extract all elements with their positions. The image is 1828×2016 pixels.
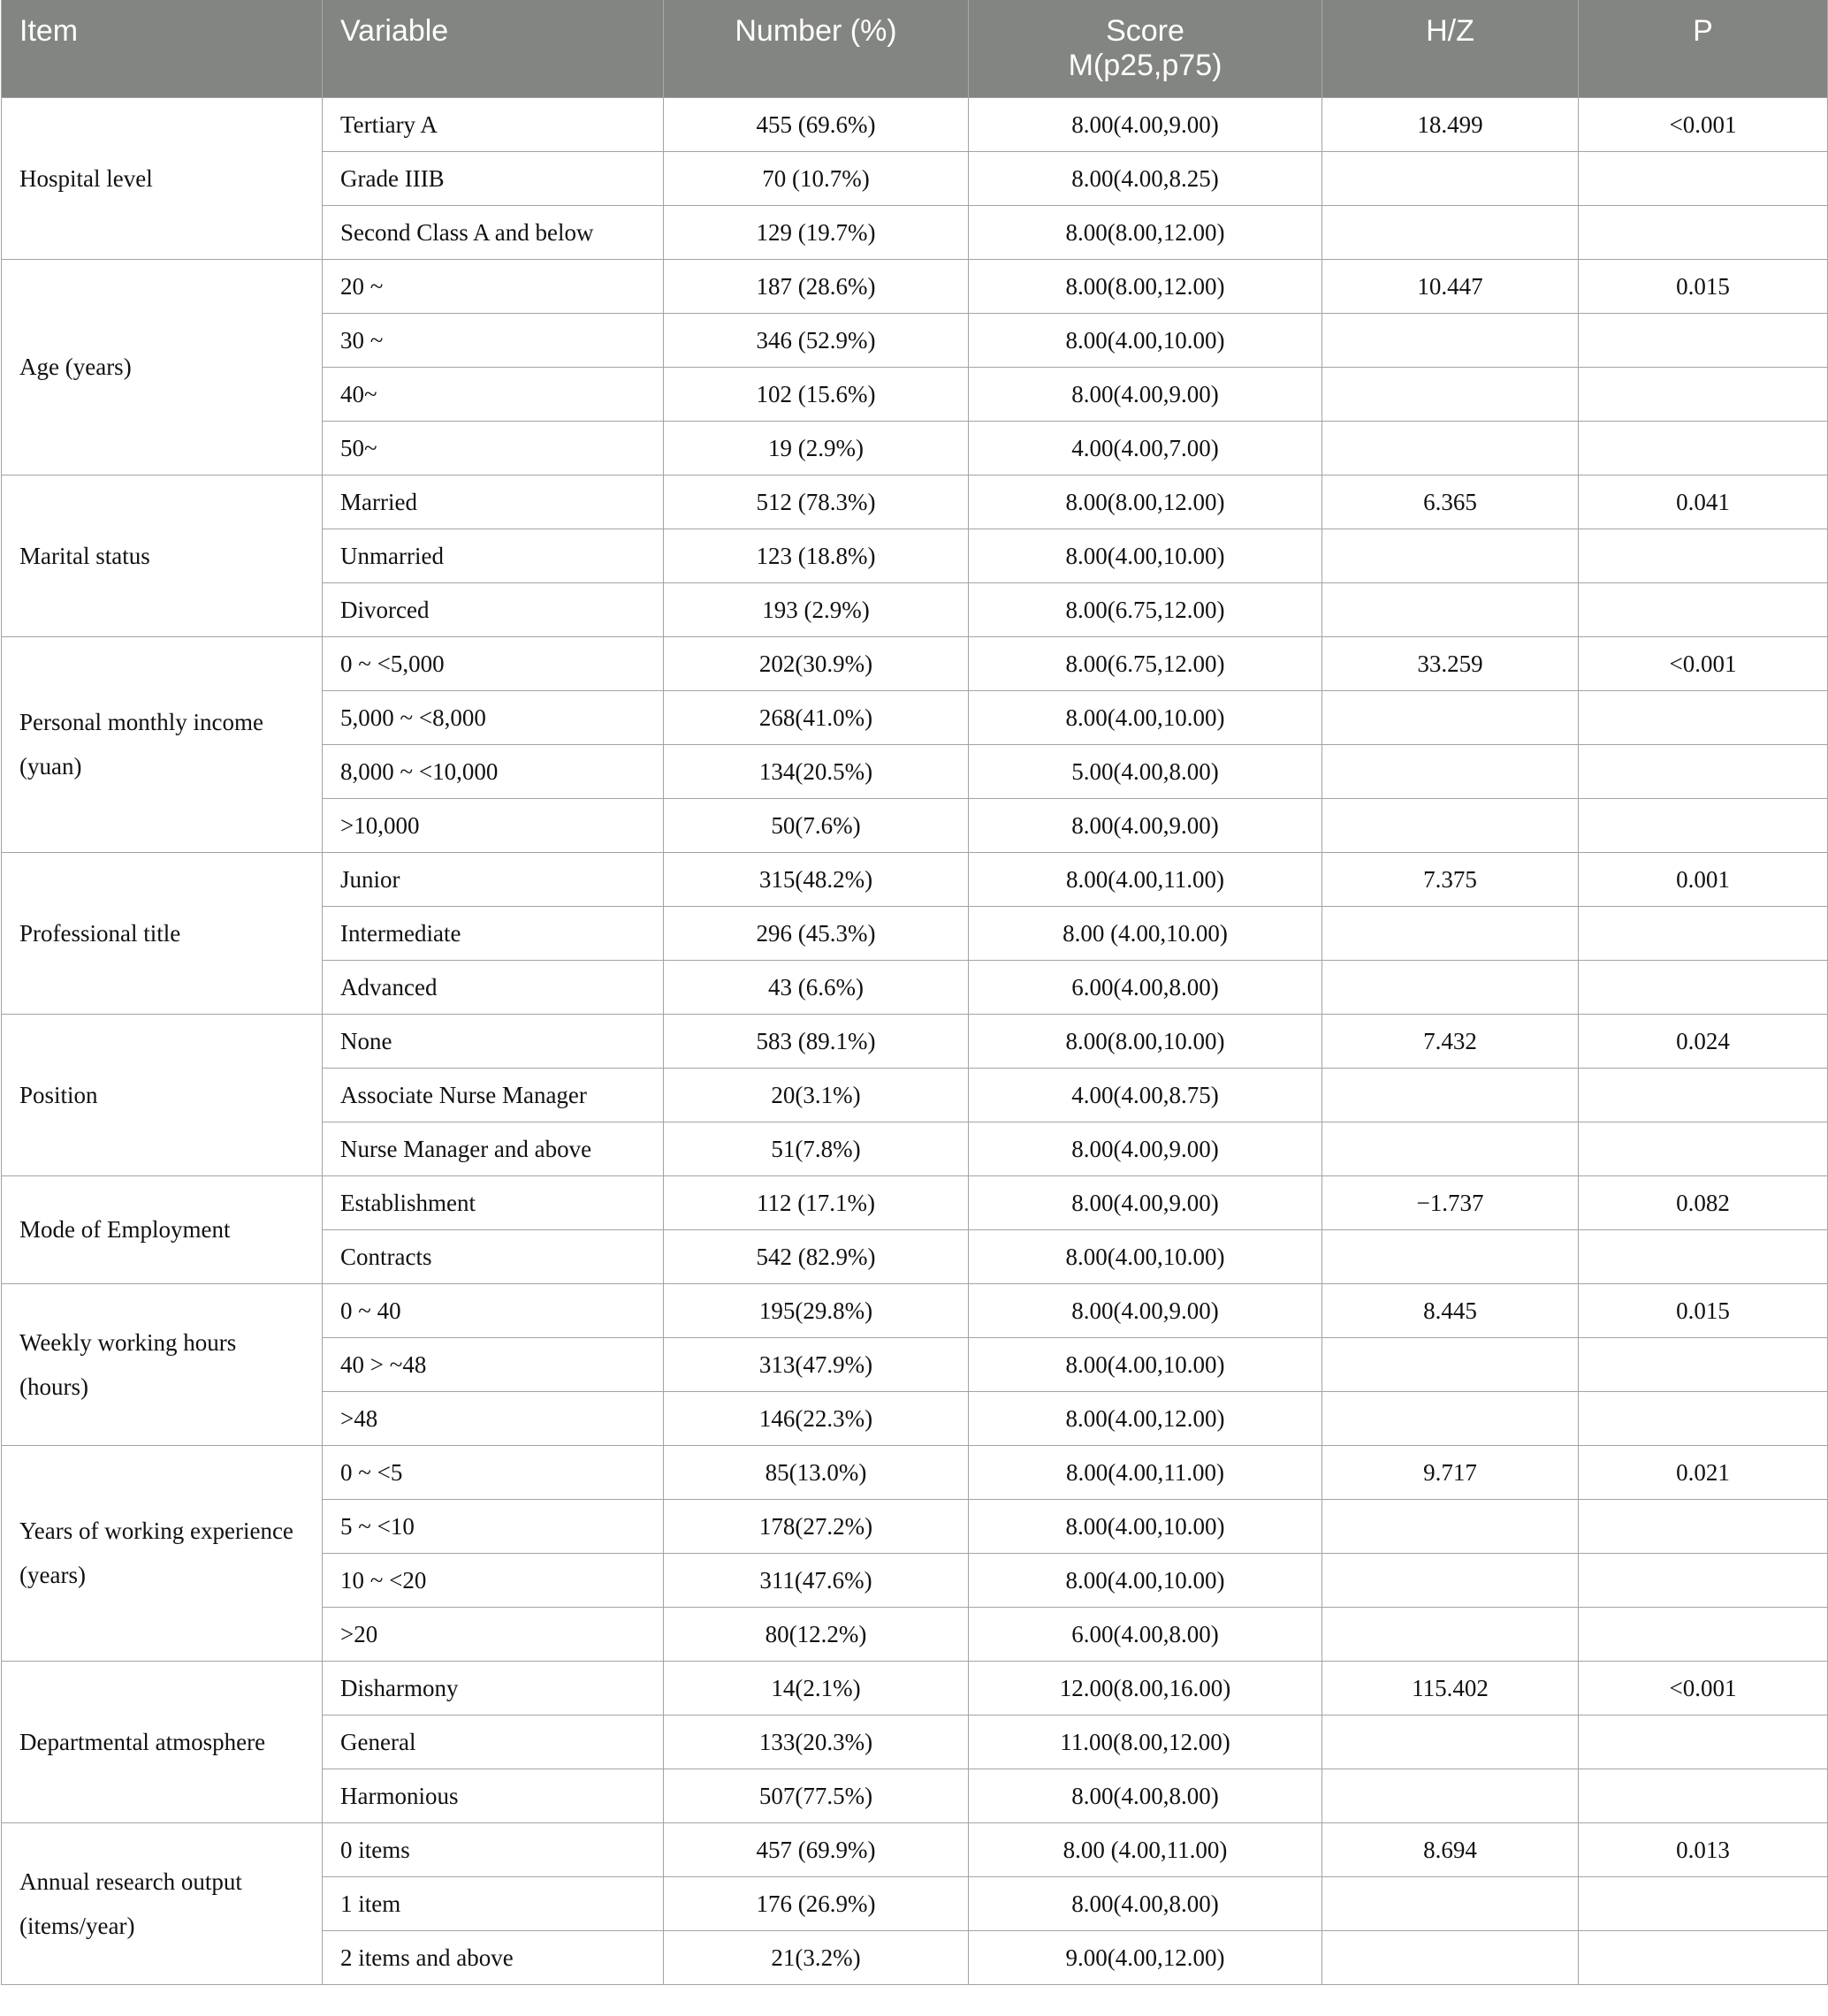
hz-cell: 7.432 — [1322, 1014, 1579, 1068]
hz-cell — [1322, 1769, 1579, 1822]
number-cell: 202(30.9%) — [664, 636, 969, 690]
hz-cell — [1322, 1930, 1579, 1984]
variable-cell: 10 ~ <20 — [323, 1553, 664, 1607]
number-cell: 455 (69.6%) — [664, 97, 969, 151]
p-cell — [1579, 906, 1828, 960]
p-cell: 0.015 — [1579, 259, 1828, 313]
p-cell: 0.001 — [1579, 852, 1828, 906]
item-cell: Hospital level — [2, 97, 323, 259]
p-cell — [1579, 529, 1828, 582]
number-cell: 583 (89.1%) — [664, 1014, 969, 1068]
hz-cell — [1322, 1391, 1579, 1445]
hz-cell — [1322, 529, 1579, 582]
hz-cell — [1322, 1876, 1579, 1930]
p-cell — [1579, 151, 1828, 205]
score-cell: 8.00(4.00,11.00) — [969, 1445, 1322, 1499]
p-cell — [1579, 582, 1828, 636]
table-row — [2, 1014, 1828, 1068]
hz-cell — [1322, 1068, 1579, 1122]
item-cell: Professional title — [2, 852, 323, 1014]
variable-cell: Grade IIIB — [323, 151, 664, 205]
number-cell: 19 (2.9%) — [664, 421, 969, 475]
p-cell — [1579, 1068, 1828, 1122]
item-cell: Age (years) — [2, 259, 323, 475]
item-cell: Personal monthly income (yuan) — [2, 636, 323, 852]
p-cell — [1579, 1930, 1828, 1984]
hz-cell — [1322, 690, 1579, 744]
variable-cell: 0 items — [323, 1822, 664, 1876]
number-cell: 178(27.2%) — [664, 1499, 969, 1553]
variable-cell: 20 ~ — [323, 259, 664, 313]
number-cell: 187 (28.6%) — [664, 259, 969, 313]
number-cell: 20(3.1%) — [664, 1068, 969, 1122]
table-row — [2, 475, 1828, 529]
number-cell: 123 (18.8%) — [664, 529, 969, 582]
score-cell: 6.00(4.00,8.00) — [969, 1607, 1322, 1661]
p-cell: 0.013 — [1579, 1822, 1828, 1876]
p-cell — [1579, 1715, 1828, 1769]
header-score — [969, 0, 1322, 97]
number-cell: 85(13.0%) — [664, 1445, 969, 1499]
score-cell: 4.00(4.00,8.75) — [969, 1068, 1322, 1122]
hz-cell: 115.402 — [1322, 1661, 1579, 1715]
p-cell: 0.082 — [1579, 1175, 1828, 1229]
table-row — [2, 259, 1828, 313]
item-cell: Years of working experience (years) — [2, 1445, 323, 1661]
header-score-line1: Score — [1106, 14, 1184, 48]
score-cell: 12.00(8.00,16.00) — [969, 1661, 1322, 1715]
variable-cell: General — [323, 1715, 664, 1769]
variable-cell: 30 ~ — [323, 313, 664, 367]
number-cell: 146(22.3%) — [664, 1391, 969, 1445]
item-cell: Annual research output (items/year) — [2, 1822, 323, 1984]
number-cell: 80(12.2%) — [664, 1607, 969, 1661]
hz-cell — [1322, 744, 1579, 798]
table-row — [2, 97, 1828, 151]
number-cell: 133(20.3%) — [664, 1715, 969, 1769]
variable-cell: Disharmony — [323, 1661, 664, 1715]
hz-cell — [1322, 960, 1579, 1014]
p-cell: <0.001 — [1579, 1661, 1828, 1715]
variable-cell: 0 ~ 40 — [323, 1283, 664, 1337]
variable-cell: Harmonious — [323, 1769, 664, 1822]
score-cell: 8.00(4.00,10.00) — [969, 1499, 1322, 1553]
score-cell: 8.00(4.00,9.00) — [969, 1122, 1322, 1175]
variable-cell: >20 — [323, 1607, 664, 1661]
p-cell — [1579, 1229, 1828, 1283]
header-number: Number (%) — [664, 0, 969, 97]
p-cell: <0.001 — [1579, 97, 1828, 151]
score-cell: 8.00(4.00,10.00) — [969, 690, 1322, 744]
header-row — [2, 0, 1828, 97]
table-row — [2, 852, 1828, 906]
variable-cell: None — [323, 1014, 664, 1068]
hz-cell — [1322, 1715, 1579, 1769]
p-cell — [1579, 205, 1828, 259]
hz-cell: 33.259 — [1322, 636, 1579, 690]
number-cell: 70 (10.7%) — [664, 151, 969, 205]
table-row — [2, 1175, 1828, 1229]
number-cell: 112 (17.1%) — [664, 1175, 969, 1229]
table-row — [2, 1661, 1828, 1715]
number-cell: 134(20.5%) — [664, 744, 969, 798]
variable-cell: Married — [323, 475, 664, 529]
p-cell — [1579, 1876, 1828, 1930]
hz-cell: 6.365 — [1322, 475, 1579, 529]
number-cell: 346 (52.9%) — [664, 313, 969, 367]
number-cell: 129 (19.7%) — [664, 205, 969, 259]
number-cell: 14(2.1%) — [664, 1661, 969, 1715]
p-cell — [1579, 367, 1828, 421]
hz-cell — [1322, 367, 1579, 421]
variable-cell: Divorced — [323, 582, 664, 636]
number-cell: 542 (82.9%) — [664, 1229, 969, 1283]
variable-cell: Contracts — [323, 1229, 664, 1283]
score-cell: 8.00(6.75,12.00) — [969, 582, 1322, 636]
header-hz: H/Z — [1322, 0, 1579, 97]
hz-cell — [1322, 798, 1579, 852]
table-header — [2, 0, 1828, 97]
variable-cell: 5,000 ~ <8,000 — [323, 690, 664, 744]
header-variable: Variable — [323, 0, 664, 97]
p-cell: 0.024 — [1579, 1014, 1828, 1068]
variable-cell: Advanced — [323, 960, 664, 1014]
hz-cell: 18.499 — [1322, 97, 1579, 151]
data-table — [1, 0, 1828, 1985]
score-cell: 8.00(4.00,10.00) — [969, 1337, 1322, 1391]
header-p: P — [1579, 0, 1828, 97]
item-cell: Departmental atmosphere — [2, 1661, 323, 1822]
table-row — [2, 1283, 1828, 1337]
number-cell: 195(29.8%) — [664, 1283, 969, 1337]
p-cell: 0.015 — [1579, 1283, 1828, 1337]
score-cell: 8.00(8.00,10.00) — [969, 1014, 1322, 1068]
number-cell: 51(7.8%) — [664, 1122, 969, 1175]
score-cell: 8.00(4.00,10.00) — [969, 1553, 1322, 1607]
variable-cell: Associate Nurse Manager — [323, 1068, 664, 1122]
variable-cell: >48 — [323, 1391, 664, 1445]
hz-cell — [1322, 1607, 1579, 1661]
hz-cell — [1322, 1337, 1579, 1391]
score-cell: 8.00 (4.00,11.00) — [969, 1822, 1322, 1876]
variable-cell: 2 items and above — [323, 1930, 664, 1984]
item-cell: Marital status — [2, 475, 323, 636]
variable-cell: Establishment — [323, 1175, 664, 1229]
score-cell: 8.00(4.00,11.00) — [969, 852, 1322, 906]
variable-cell: Nurse Manager and above — [323, 1122, 664, 1175]
variable-cell: Unmarried — [323, 529, 664, 582]
table-body — [2, 97, 1828, 1984]
variable-cell: Junior — [323, 852, 664, 906]
score-cell: 8.00(4.00,8.25) — [969, 151, 1322, 205]
score-cell: 8.00(4.00,9.00) — [969, 798, 1322, 852]
variable-cell: 40 > ~48 — [323, 1337, 664, 1391]
hz-cell — [1322, 421, 1579, 475]
variable-cell: 0 ~ <5 — [323, 1445, 664, 1499]
hz-cell — [1322, 313, 1579, 367]
p-cell: 0.041 — [1579, 475, 1828, 529]
hz-cell: 7.375 — [1322, 852, 1579, 906]
hz-cell — [1322, 582, 1579, 636]
p-cell — [1579, 1553, 1828, 1607]
hz-cell — [1322, 906, 1579, 960]
hz-cell: 9.717 — [1322, 1445, 1579, 1499]
score-cell: 8.00(8.00,12.00) — [969, 259, 1322, 313]
p-cell — [1579, 1122, 1828, 1175]
score-cell: 8.00(4.00,9.00) — [969, 1175, 1322, 1229]
score-cell: 8.00(4.00,12.00) — [969, 1391, 1322, 1445]
hz-cell: −1.737 — [1322, 1175, 1579, 1229]
hz-cell — [1322, 1553, 1579, 1607]
hz-cell — [1322, 205, 1579, 259]
score-cell: 8.00(4.00,10.00) — [969, 313, 1322, 367]
number-cell: 296 (45.3%) — [664, 906, 969, 960]
number-cell: 176 (26.9%) — [664, 1876, 969, 1930]
variable-cell: 40~ — [323, 367, 664, 421]
p-cell — [1579, 1769, 1828, 1822]
variable-cell: Intermediate — [323, 906, 664, 960]
number-cell: 268(41.0%) — [664, 690, 969, 744]
item-cell: Mode of Employment — [2, 1175, 323, 1283]
number-cell: 315(48.2%) — [664, 852, 969, 906]
p-cell — [1579, 744, 1828, 798]
hz-cell: 10.447 — [1322, 259, 1579, 313]
score-cell: 8.00(4.00,10.00) — [969, 529, 1322, 582]
table-row — [2, 1822, 1828, 1876]
number-cell: 512 (78.3%) — [664, 475, 969, 529]
p-cell: <0.001 — [1579, 636, 1828, 690]
table-row — [2, 1445, 1828, 1499]
score-cell: 11.00(8.00,12.00) — [969, 1715, 1322, 1769]
score-cell: 6.00(4.00,8.00) — [969, 960, 1322, 1014]
score-cell: 8.00(4.00,10.00) — [969, 1229, 1322, 1283]
variable-cell: Second Class A and below — [323, 205, 664, 259]
number-cell: 313(47.9%) — [664, 1337, 969, 1391]
number-cell: 457 (69.9%) — [664, 1822, 969, 1876]
score-cell: 8.00(4.00,9.00) — [969, 97, 1322, 151]
score-cell: 8.00(8.00,12.00) — [969, 205, 1322, 259]
variable-cell: 50~ — [323, 421, 664, 475]
p-cell — [1579, 798, 1828, 852]
score-cell: 8.00(4.00,8.00) — [969, 1876, 1322, 1930]
variable-cell: >10,000 — [323, 798, 664, 852]
hz-cell: 8.694 — [1322, 1822, 1579, 1876]
score-cell: 8.00(6.75,12.00) — [969, 636, 1322, 690]
number-cell: 102 (15.6%) — [664, 367, 969, 421]
score-cell: 8.00(4.00,8.00) — [969, 1769, 1322, 1822]
number-cell: 193 (2.9%) — [664, 582, 969, 636]
score-cell: 8.00(4.00,9.00) — [969, 367, 1322, 421]
score-cell: 5.00(4.00,8.00) — [969, 744, 1322, 798]
p-cell — [1579, 1499, 1828, 1553]
p-cell — [1579, 1607, 1828, 1661]
number-cell: 43 (6.6%) — [664, 960, 969, 1014]
variable-cell: 0 ~ <5,000 — [323, 636, 664, 690]
hz-cell — [1322, 1499, 1579, 1553]
p-cell — [1579, 1337, 1828, 1391]
variable-cell: 8,000 ~ <10,000 — [323, 744, 664, 798]
item-cell: Position — [2, 1014, 323, 1175]
score-cell: 4.00(4.00,7.00) — [969, 421, 1322, 475]
header-item: Item — [2, 0, 323, 97]
score-cell: 9.00(4.00,12.00) — [969, 1930, 1322, 1984]
hz-cell — [1322, 1229, 1579, 1283]
table-row — [2, 636, 1828, 690]
score-cell: 8.00(8.00,12.00) — [969, 475, 1322, 529]
p-cell — [1579, 960, 1828, 1014]
score-cell: 8.00 (4.00,10.00) — [969, 906, 1322, 960]
hz-cell — [1322, 1122, 1579, 1175]
hz-cell — [1322, 151, 1579, 205]
variable-cell: 5 ~ <10 — [323, 1499, 664, 1553]
hz-cell: 8.445 — [1322, 1283, 1579, 1337]
p-cell: 0.021 — [1579, 1445, 1828, 1499]
p-cell — [1579, 690, 1828, 744]
number-cell: 21(3.2%) — [664, 1930, 969, 1984]
p-cell — [1579, 1391, 1828, 1445]
header-score-line2: M(p25,p75) — [1068, 49, 1222, 82]
number-cell: 311(47.6%) — [664, 1553, 969, 1607]
p-cell — [1579, 421, 1828, 475]
variable-cell: Tertiary A — [323, 97, 664, 151]
number-cell: 507(77.5%) — [664, 1769, 969, 1822]
item-cell: Weekly working hours (hours) — [2, 1283, 323, 1445]
p-cell — [1579, 313, 1828, 367]
number-cell: 50(7.6%) — [664, 798, 969, 852]
score-cell: 8.00(4.00,9.00) — [969, 1283, 1322, 1337]
variable-cell: 1 item — [323, 1876, 664, 1930]
